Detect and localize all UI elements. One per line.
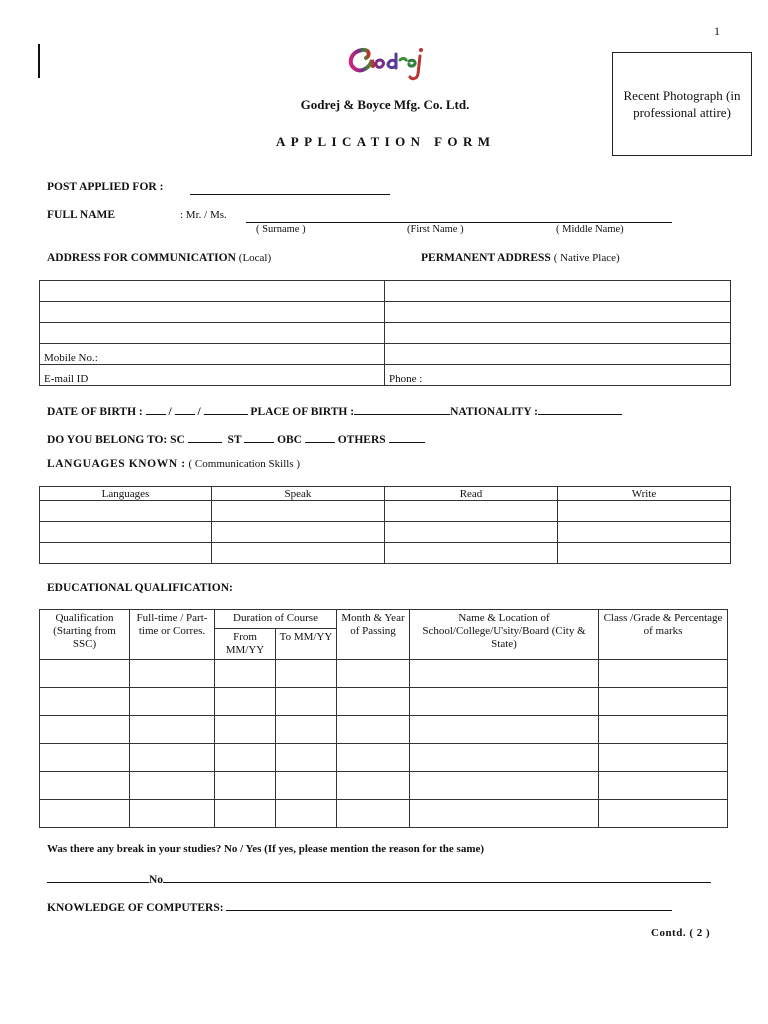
table-row	[40, 660, 728, 688]
category-label: DO YOU BELONG TO:	[47, 434, 168, 446]
edu-cell[interactable]	[40, 688, 130, 716]
break-no-label: No	[149, 874, 164, 886]
email-label: E-mail ID	[44, 373, 89, 385]
computers-field[interactable]	[226, 899, 672, 911]
write-col-header: Write	[558, 487, 731, 501]
language-cell[interactable]	[40, 501, 212, 522]
edu-cell[interactable]	[599, 800, 728, 828]
school-header: Name & Location of School/College/U'sity/Board (City & State)	[410, 610, 599, 660]
permanent-address-line[interactable]	[385, 281, 731, 302]
dob-year-field[interactable]	[204, 403, 248, 415]
permanent-address-hint: ( Native Place)	[553, 252, 620, 264]
st-label: ST	[227, 434, 242, 446]
dob-label: DATE OF BIRTH :	[47, 406, 143, 418]
others-label: OTHERS	[337, 434, 386, 446]
from-header: From MM/YY	[215, 629, 276, 660]
salutation-label: : Mr. / Ms.	[180, 209, 227, 221]
break-yes-field[interactable]	[47, 871, 149, 883]
first-name-hint: (First Name )	[407, 224, 464, 235]
edu-cell[interactable]	[215, 772, 276, 800]
post-applied-row	[47, 181, 163, 193]
read-cell[interactable]	[385, 522, 558, 543]
table-row	[40, 772, 728, 800]
edu-cell[interactable]	[599, 744, 728, 772]
local-address-line[interactable]	[40, 323, 385, 344]
education-label: EDUCATIONAL QUALIFICATION:	[47, 582, 233, 594]
languages-table	[39, 486, 731, 564]
edu-cell[interactable]	[337, 800, 410, 828]
local-address-heading	[47, 252, 271, 264]
post-applied-label: POST APPLIED FOR :	[47, 181, 164, 193]
edu-cell[interactable]	[337, 716, 410, 744]
st-field[interactable]	[244, 431, 274, 443]
edu-cell[interactable]	[599, 772, 728, 800]
edu-cell[interactable]	[130, 800, 215, 828]
break-reason-field[interactable]	[163, 871, 711, 883]
local-address-label: ADDRESS FOR COMMUNICATION	[47, 252, 236, 264]
table-row	[40, 522, 731, 543]
edu-cell[interactable]	[276, 772, 337, 800]
dob-month-field[interactable]	[175, 403, 195, 415]
computers-label: KNOWLEDGE OF COMPUTERS:	[47, 902, 224, 914]
write-cell[interactable]	[558, 501, 731, 522]
edu-cell[interactable]	[276, 744, 337, 772]
dob-separator: /	[197, 406, 201, 418]
edu-cell[interactable]	[215, 800, 276, 828]
break-row	[47, 871, 711, 886]
permanent-address-line[interactable]	[385, 302, 731, 323]
to-header: To MM/YY	[276, 629, 337, 660]
edu-cell[interactable]	[599, 688, 728, 716]
permanent-address-line[interactable]	[385, 323, 731, 344]
photo-box[interactable]	[612, 52, 752, 156]
edu-cell[interactable]	[410, 772, 599, 800]
local-address-hint: (Local)	[238, 252, 272, 264]
passing-header: Month & Year of Passing	[337, 610, 410, 660]
edu-cell[interactable]	[40, 716, 130, 744]
edu-cell[interactable]	[215, 744, 276, 772]
dob-row	[47, 403, 622, 418]
edu-cell[interactable]	[276, 800, 337, 828]
edu-cell[interactable]	[276, 660, 337, 688]
mobile-cell[interactable]	[40, 344, 385, 365]
edu-cell[interactable]	[130, 688, 215, 716]
mode-header: Full-time / Part-time or Corres.	[130, 610, 215, 660]
photo-box-text: Recent Photograph (in professional attire)	[623, 88, 741, 120]
phone-cell[interactable]	[385, 365, 731, 386]
languages-col-header: Languages	[40, 487, 212, 501]
edu-cell[interactable]	[276, 688, 337, 716]
company-name: Godrej & Boyce Mfg. Co. Ltd.	[300, 97, 470, 112]
table-row	[40, 800, 728, 828]
full-name-field[interactable]	[246, 209, 672, 223]
local-address-line[interactable]	[40, 302, 385, 323]
edu-cell[interactable]	[337, 744, 410, 772]
edu-cell[interactable]	[40, 660, 130, 688]
mobile-label: Mobile No.:	[44, 352, 98, 364]
permanent-address-line[interactable]	[385, 344, 731, 365]
edu-cell[interactable]	[410, 660, 599, 688]
speak-cell[interactable]	[212, 501, 385, 522]
duration-header: Duration of Course	[215, 610, 337, 629]
edu-cell[interactable]	[130, 660, 215, 688]
language-cell[interactable]	[40, 522, 212, 543]
edu-cell[interactable]	[130, 716, 215, 744]
table-row	[40, 716, 728, 744]
read-col-header: Read	[385, 487, 558, 501]
edu-cell[interactable]	[40, 800, 130, 828]
speak-cell[interactable]	[212, 543, 385, 564]
middle-name-hint: ( Middle Name)	[556, 224, 624, 235]
godrej-logo-icon	[340, 38, 430, 84]
edu-cell[interactable]	[40, 772, 130, 800]
education-table	[39, 609, 728, 828]
place-of-birth-field[interactable]	[354, 403, 450, 415]
table-row	[40, 688, 728, 716]
margin-bar	[38, 44, 40, 78]
language-cell[interactable]	[40, 543, 212, 564]
edu-cell[interactable]	[215, 660, 276, 688]
continued-note: Contd. ( 2 )	[651, 927, 711, 939]
edu-cell[interactable]	[599, 660, 728, 688]
class-header: Class /Grade & Percentage of marks	[599, 610, 728, 660]
languages-heading	[47, 458, 300, 470]
full-name-label: FULL NAME	[47, 209, 116, 221]
edu-cell[interactable]	[337, 772, 410, 800]
obc-label: OBC	[277, 434, 302, 446]
sc-field[interactable]	[188, 431, 222, 443]
table-row	[40, 744, 728, 772]
surname-hint: ( Surname )	[256, 224, 306, 235]
table-row	[40, 501, 731, 522]
languages-hint: ( Communication Skills )	[188, 458, 301, 470]
edu-cell[interactable]	[130, 772, 215, 800]
address-table	[39, 280, 731, 386]
nationality-label: NATIONALITY :	[450, 406, 538, 418]
edu-cell[interactable]	[215, 716, 276, 744]
category-row	[47, 431, 425, 446]
edu-cell[interactable]	[215, 688, 276, 716]
edu-cell[interactable]	[599, 716, 728, 744]
obc-field[interactable]	[305, 431, 335, 443]
sc-label: SC	[170, 434, 185, 446]
edu-cell[interactable]	[130, 744, 215, 772]
speak-cell[interactable]	[212, 522, 385, 543]
write-cell[interactable]	[558, 522, 731, 543]
others-field[interactable]	[389, 431, 425, 443]
edu-cell[interactable]	[410, 800, 599, 828]
edu-cell[interactable]	[40, 744, 130, 772]
dob-day-field[interactable]	[146, 403, 166, 415]
edu-cell[interactable]	[337, 688, 410, 716]
read-cell[interactable]	[385, 501, 558, 522]
permanent-address-label: PERMANENT ADDRESS	[421, 252, 551, 264]
languages-label: LANGUAGES KNOWN :	[47, 458, 186, 470]
write-cell[interactable]	[558, 543, 731, 564]
qualification-header: Qualification (Starting from SSC)	[40, 610, 130, 660]
edu-cell[interactable]	[410, 688, 599, 716]
post-applied-field[interactable]	[190, 181, 390, 195]
edu-cell[interactable]	[410, 744, 599, 772]
table-row	[40, 543, 731, 564]
edu-cell[interactable]	[410, 716, 599, 744]
edu-cell[interactable]	[276, 716, 337, 744]
place-of-birth-label: PLACE OF BIRTH :	[250, 406, 355, 418]
speak-col-header: Speak	[212, 487, 385, 501]
local-address-line[interactable]	[40, 281, 385, 302]
phone-label: Phone :	[389, 373, 423, 385]
email-cell[interactable]	[40, 365, 385, 386]
edu-cell[interactable]	[337, 660, 410, 688]
dob-separator: /	[168, 406, 172, 418]
read-cell[interactable]	[385, 543, 558, 564]
form-title: APPLICATION FORM	[276, 134, 496, 149]
nationality-field[interactable]	[538, 403, 622, 415]
permanent-address-heading	[421, 252, 620, 264]
computers-row	[47, 899, 672, 914]
break-question: Was there any break in your studies? No / Yes (If yes, please mention the reason for the same)	[47, 843, 485, 855]
page-number: 1	[714, 24, 720, 38]
